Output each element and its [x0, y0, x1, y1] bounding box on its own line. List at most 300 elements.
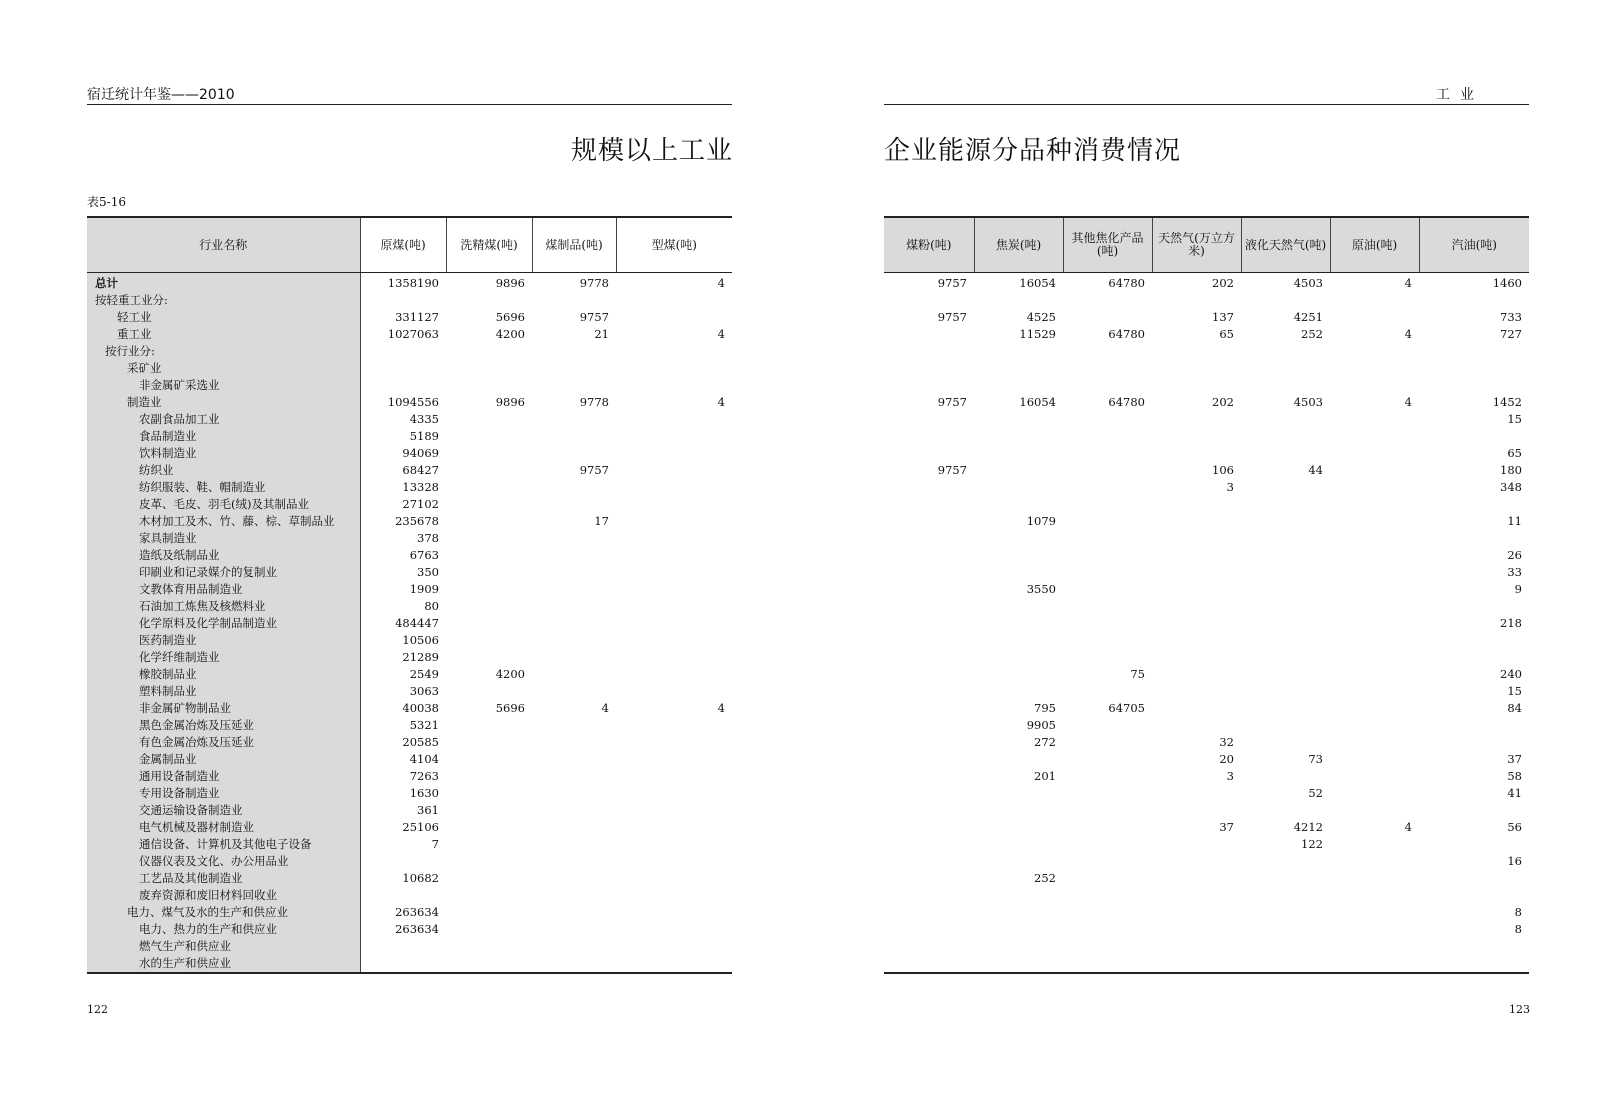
industry-name-cell: 医药制造业	[87, 632, 360, 649]
value-cell: 202	[1212, 276, 1234, 290]
value-cell: 7	[431, 837, 439, 851]
value-cell	[1330, 666, 1419, 683]
value-cell: 25106	[402, 820, 439, 834]
industry-name-cell: 农副食品加工业	[87, 411, 360, 428]
header-column: 洗精煤(吨)	[446, 217, 532, 273]
value-cell: 9778	[579, 395, 609, 409]
value-cell: 4200	[495, 327, 525, 341]
value-cell	[1152, 955, 1241, 973]
industry-name-cell: 总计	[87, 273, 360, 293]
value-cell	[1152, 666, 1241, 683]
value-cell: 9757	[937, 310, 967, 324]
value-cell	[532, 581, 616, 598]
value-cell	[1063, 309, 1152, 326]
value-cell: 1079	[1026, 514, 1056, 528]
value-cell	[1063, 632, 1152, 649]
value-cell	[360, 360, 446, 377]
value-cell	[1063, 343, 1152, 360]
value-cell: 1630	[409, 786, 439, 800]
value-cell	[446, 547, 532, 564]
value-cell: 16	[1507, 854, 1522, 868]
value-cell: 201	[1034, 769, 1056, 783]
industry-name-cell: 塑料制品业	[87, 683, 360, 700]
value-cell	[1330, 530, 1419, 547]
energy-table-left	[87, 216, 732, 974]
value-cell	[616, 530, 732, 547]
value-cell	[1152, 343, 1241, 360]
value-cell	[1063, 768, 1152, 785]
value-cell: 5696	[495, 310, 525, 324]
value-cell	[360, 887, 446, 904]
table-row	[884, 273, 1529, 293]
table-row	[884, 768, 1529, 785]
value-cell	[532, 411, 616, 428]
value-cell: 9905	[1026, 718, 1056, 732]
industry-name-cell: 电气机械及器材制造业	[87, 819, 360, 836]
industry-name-cell: 重工业	[87, 326, 360, 343]
value-cell: 21	[594, 327, 609, 341]
value-cell	[884, 955, 974, 973]
value-cell: 11	[1507, 514, 1522, 528]
table-row	[87, 921, 732, 938]
value-cell	[884, 547, 974, 564]
table-row	[87, 683, 732, 700]
table-row	[884, 887, 1529, 904]
value-cell	[1241, 292, 1330, 309]
value-cell: 727	[1500, 327, 1522, 341]
value-cell	[446, 887, 532, 904]
value-cell	[532, 632, 616, 649]
value-cell: 27102	[402, 497, 439, 511]
value-cell	[360, 853, 446, 870]
industry-name-cell: 燃气生产和供应业	[87, 938, 360, 955]
value-cell: 378	[417, 531, 439, 545]
table-row	[87, 292, 732, 309]
industry-name-cell: 文教体育用品制造业	[87, 581, 360, 598]
value-cell: 137	[1212, 310, 1234, 324]
value-cell	[974, 938, 1063, 955]
table-row	[884, 530, 1529, 547]
value-cell	[884, 853, 974, 870]
value-cell	[532, 666, 616, 683]
value-cell	[1063, 496, 1152, 513]
energy-table-right	[884, 216, 1529, 974]
value-cell	[1152, 683, 1241, 700]
value-cell	[360, 955, 446, 973]
value-cell: 1358190	[387, 276, 439, 290]
value-cell	[616, 547, 732, 564]
value-cell	[446, 564, 532, 581]
table-row	[87, 819, 732, 836]
value-cell	[1330, 309, 1419, 326]
table-row	[884, 751, 1529, 768]
running-head-right: 工业	[1436, 87, 1484, 103]
value-cell	[446, 428, 532, 445]
table-row	[87, 581, 732, 598]
value-cell	[1063, 581, 1152, 598]
value-cell: 65	[1507, 446, 1522, 460]
value-cell	[1241, 598, 1330, 615]
value-cell	[1063, 292, 1152, 309]
title-left: 规模以上工业	[570, 136, 733, 166]
value-cell	[1419, 496, 1529, 513]
value-cell	[616, 666, 732, 683]
value-cell: 9778	[579, 276, 609, 290]
value-cell: 484447	[395, 616, 439, 630]
value-cell	[1241, 479, 1330, 496]
value-cell	[1330, 921, 1419, 938]
value-cell	[446, 683, 532, 700]
value-cell	[974, 343, 1063, 360]
value-cell	[532, 853, 616, 870]
value-cell	[1152, 377, 1241, 394]
value-cell	[884, 768, 974, 785]
value-cell	[884, 836, 974, 853]
table-row	[87, 802, 732, 819]
value-cell	[616, 717, 732, 734]
value-cell: 4	[1404, 820, 1412, 834]
value-cell	[616, 785, 732, 802]
value-cell	[1152, 649, 1241, 666]
industry-name-cell: 黑色金属冶炼及压延业	[87, 717, 360, 734]
value-cell	[974, 598, 1063, 615]
value-cell	[884, 360, 974, 377]
value-cell: 56	[1507, 820, 1522, 834]
value-cell: 122	[1301, 837, 1323, 851]
value-cell	[884, 921, 974, 938]
value-cell: 9757	[937, 395, 967, 409]
value-cell	[532, 360, 616, 377]
value-cell: 252	[1034, 871, 1056, 885]
value-cell	[1241, 445, 1330, 462]
value-cell: 10506	[402, 633, 439, 647]
value-cell	[1330, 785, 1419, 802]
table-row	[884, 428, 1529, 445]
value-cell	[1152, 530, 1241, 547]
value-cell	[446, 292, 532, 309]
value-cell	[1152, 836, 1241, 853]
value-cell	[1330, 768, 1419, 785]
table-row	[884, 666, 1529, 683]
value-cell	[1241, 887, 1330, 904]
value-cell: 16054	[1019, 395, 1056, 409]
table-row	[884, 547, 1529, 564]
value-cell	[974, 360, 1063, 377]
value-cell	[532, 887, 616, 904]
value-cell	[1241, 802, 1330, 819]
value-cell: 20585	[402, 735, 439, 749]
value-cell	[884, 581, 974, 598]
value-cell	[1330, 751, 1419, 768]
value-cell	[616, 292, 732, 309]
value-cell	[884, 785, 974, 802]
table-row	[884, 445, 1529, 462]
value-cell	[1330, 734, 1419, 751]
value-cell: 26	[1507, 548, 1522, 562]
value-cell	[1063, 428, 1152, 445]
value-cell	[1152, 938, 1241, 955]
value-cell	[1330, 870, 1419, 887]
value-cell	[446, 802, 532, 819]
value-cell: 9757	[937, 276, 967, 290]
value-cell	[360, 938, 446, 955]
value-cell	[532, 819, 616, 836]
value-cell	[1241, 768, 1330, 785]
header-industry-name: 行业名称	[87, 217, 360, 273]
value-cell	[446, 462, 532, 479]
industry-name-cell: 化学原料及化学制品制造业	[87, 615, 360, 632]
value-cell: 94069	[402, 446, 439, 460]
value-cell	[616, 598, 732, 615]
value-cell	[616, 836, 732, 853]
table-row	[87, 836, 732, 853]
value-cell: 3	[1226, 769, 1234, 783]
value-cell	[884, 377, 974, 394]
value-cell	[532, 955, 616, 973]
table-row	[87, 785, 732, 802]
value-cell: 252	[1301, 327, 1323, 341]
value-cell	[884, 904, 974, 921]
value-cell	[1152, 292, 1241, 309]
value-cell	[1330, 887, 1419, 904]
value-cell	[1419, 870, 1529, 887]
value-cell	[1330, 479, 1419, 496]
table-row	[884, 836, 1529, 853]
value-cell	[1330, 598, 1419, 615]
value-cell	[1152, 496, 1241, 513]
value-cell	[974, 292, 1063, 309]
value-cell	[1063, 870, 1152, 887]
value-cell	[616, 649, 732, 666]
value-cell: 32	[1219, 735, 1234, 749]
value-cell	[884, 445, 974, 462]
value-cell	[1063, 717, 1152, 734]
value-cell	[446, 530, 532, 547]
value-cell: 8	[1514, 905, 1522, 919]
value-cell: 1452	[1492, 395, 1522, 409]
value-cell	[446, 836, 532, 853]
value-cell	[974, 785, 1063, 802]
value-cell: 9896	[495, 276, 525, 290]
value-cell	[1330, 955, 1419, 973]
value-cell	[532, 938, 616, 955]
industry-name-cell: 专用设备制造业	[87, 785, 360, 802]
value-cell	[1063, 649, 1152, 666]
value-cell: 235678	[395, 514, 439, 528]
table-row	[884, 921, 1529, 938]
industry-name-cell: 非金属矿物制品业	[87, 700, 360, 717]
value-cell	[446, 751, 532, 768]
value-cell	[884, 326, 974, 343]
value-cell	[1241, 513, 1330, 530]
value-cell	[616, 343, 732, 360]
table-row	[87, 717, 732, 734]
value-cell	[616, 853, 732, 870]
value-cell	[1152, 700, 1241, 717]
value-cell	[446, 819, 532, 836]
table-row	[87, 394, 732, 411]
table-row	[87, 734, 732, 751]
value-cell: 15	[1507, 412, 1522, 426]
table-row	[884, 377, 1529, 394]
value-cell	[532, 751, 616, 768]
value-cell: 272	[1034, 735, 1056, 749]
value-cell	[884, 292, 974, 309]
table-row	[884, 394, 1529, 411]
value-cell	[884, 632, 974, 649]
value-cell	[884, 428, 974, 445]
value-cell	[1330, 564, 1419, 581]
table-row	[87, 326, 732, 343]
value-cell	[884, 802, 974, 819]
table-row	[884, 479, 1529, 496]
industry-name-cell: 通信设备、计算机及其他电子设备	[87, 836, 360, 853]
table-row	[87, 700, 732, 717]
value-cell: 44	[1308, 463, 1323, 477]
table-row	[87, 938, 732, 955]
value-cell	[1152, 547, 1241, 564]
value-cell	[1241, 564, 1330, 581]
value-cell	[616, 496, 732, 513]
value-cell	[532, 683, 616, 700]
value-cell: 4	[601, 701, 609, 715]
value-cell	[446, 853, 532, 870]
industry-name-cell: 工艺品及其他制造业	[87, 870, 360, 887]
industry-name-cell: 制造业	[87, 394, 360, 411]
table-row	[884, 683, 1529, 700]
industry-name-cell: 纺织业	[87, 462, 360, 479]
value-cell: 10682	[402, 871, 439, 885]
value-cell	[446, 632, 532, 649]
value-cell	[1063, 802, 1152, 819]
value-cell: 4212	[1293, 820, 1323, 834]
value-cell	[532, 343, 616, 360]
value-cell: 73	[1308, 752, 1323, 766]
value-cell	[360, 377, 446, 394]
industry-name-cell: 有色金属冶炼及压延业	[87, 734, 360, 751]
value-cell	[1330, 445, 1419, 462]
industry-name-cell: 橡胶制品业	[87, 666, 360, 683]
table-row	[87, 428, 732, 445]
value-cell	[1241, 717, 1330, 734]
value-cell	[1152, 360, 1241, 377]
table-row	[87, 615, 732, 632]
table-row	[884, 904, 1529, 921]
value-cell: 7263	[409, 769, 439, 783]
value-cell: 33	[1507, 565, 1522, 579]
table-row	[87, 887, 732, 904]
table-row	[87, 564, 732, 581]
table-row	[87, 632, 732, 649]
page-number-right: 123	[1509, 1003, 1530, 1016]
value-cell	[1419, 428, 1529, 445]
value-cell	[532, 292, 616, 309]
value-cell: 4	[1404, 395, 1412, 409]
value-cell	[1419, 632, 1529, 649]
value-cell: 795	[1034, 701, 1056, 715]
value-cell: 64705	[1108, 701, 1145, 715]
value-cell: 348	[1500, 480, 1522, 494]
value-cell: 8	[1514, 922, 1522, 936]
value-cell	[532, 785, 616, 802]
table-row	[87, 955, 732, 973]
value-cell	[974, 496, 1063, 513]
value-cell: 106	[1212, 463, 1234, 477]
value-cell	[616, 802, 732, 819]
table-row	[884, 309, 1529, 326]
table-label: 表5-16	[87, 195, 126, 209]
running-head-left: 宿迁统计年鉴——2010	[87, 87, 235, 103]
value-cell	[1063, 462, 1152, 479]
value-cell	[532, 870, 616, 887]
value-cell	[1419, 938, 1529, 955]
value-cell	[532, 598, 616, 615]
value-cell: 64780	[1108, 395, 1145, 409]
table-row	[884, 717, 1529, 734]
value-cell	[974, 921, 1063, 938]
value-cell: 240	[1500, 667, 1522, 681]
value-cell: 5321	[409, 718, 439, 732]
value-cell	[884, 513, 974, 530]
value-cell	[616, 445, 732, 462]
table-row	[87, 649, 732, 666]
industry-name-cell: 饮料制造业	[87, 445, 360, 462]
value-cell	[884, 411, 974, 428]
value-cell	[1419, 530, 1529, 547]
value-cell	[1241, 547, 1330, 564]
value-cell	[1241, 360, 1330, 377]
value-cell	[884, 666, 974, 683]
value-cell	[974, 632, 1063, 649]
value-cell	[974, 377, 1063, 394]
table-row	[884, 564, 1529, 581]
table-row	[884, 785, 1529, 802]
table-row	[884, 343, 1529, 360]
table-row	[87, 343, 732, 360]
value-cell	[1330, 292, 1419, 309]
value-cell	[616, 921, 732, 938]
value-cell	[532, 734, 616, 751]
table-row	[884, 411, 1529, 428]
value-cell: 6763	[409, 548, 439, 562]
value-cell: 4	[1404, 327, 1412, 341]
industry-name-cell: 印刷业和记录媒介的复制业	[87, 564, 360, 581]
value-cell	[446, 785, 532, 802]
value-cell	[1063, 598, 1152, 615]
value-cell	[884, 717, 974, 734]
value-cell	[1063, 377, 1152, 394]
value-cell	[1330, 547, 1419, 564]
value-cell	[1419, 734, 1529, 751]
value-cell	[446, 938, 532, 955]
value-cell: 218	[1500, 616, 1522, 630]
value-cell	[616, 734, 732, 751]
industry-name-cell: 家具制造业	[87, 530, 360, 547]
value-cell	[1241, 683, 1330, 700]
value-cell	[446, 581, 532, 598]
value-cell	[1241, 581, 1330, 598]
value-cell	[884, 938, 974, 955]
industry-name-cell: 木材加工及木、竹、藤、棕、草制品业	[87, 513, 360, 530]
value-cell: 1027063	[387, 327, 439, 341]
value-cell: 1460	[1492, 276, 1522, 290]
header-column: 焦炭(吨)	[974, 217, 1063, 273]
value-cell	[1419, 836, 1529, 853]
value-cell	[532, 921, 616, 938]
value-cell	[1330, 496, 1419, 513]
value-cell	[1063, 734, 1152, 751]
value-cell	[1241, 666, 1330, 683]
